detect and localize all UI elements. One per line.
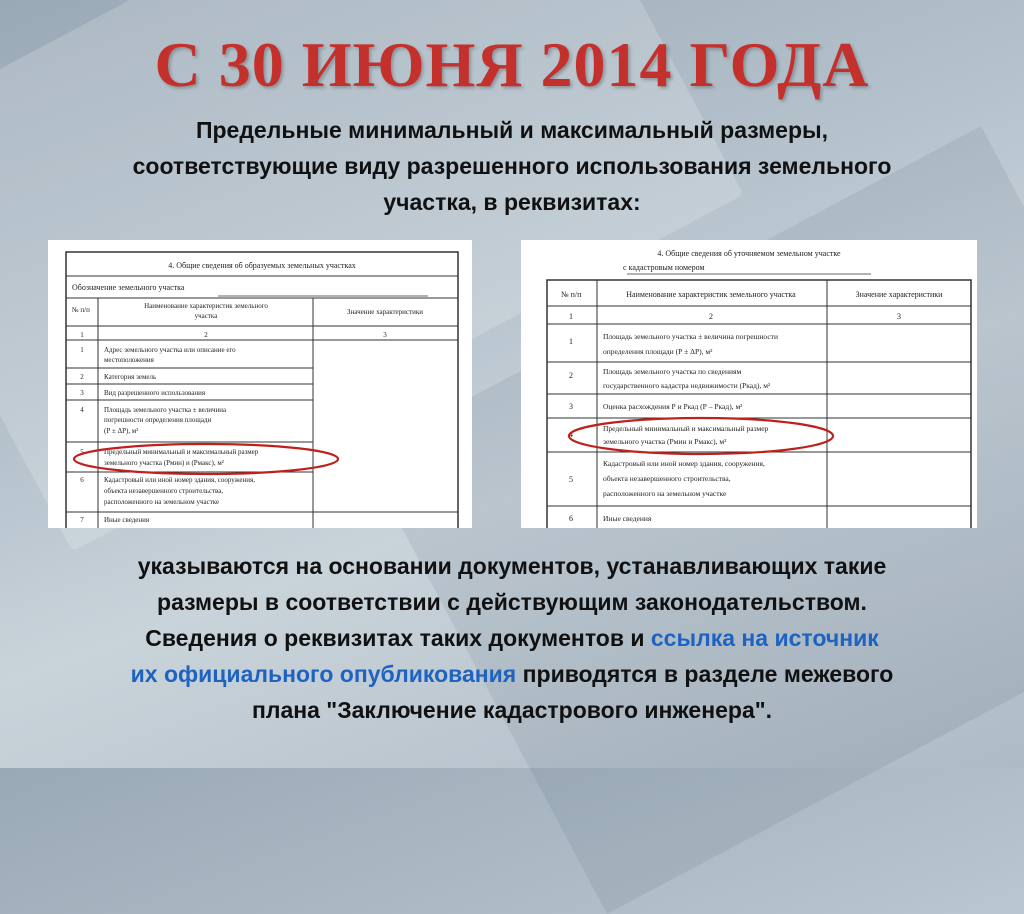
- left-form-index: 1: [80, 331, 84, 339]
- right-row-text: Оценка расхождения Р и Ркад (Р – Ркад), м²: [603, 402, 743, 411]
- right-row-text: Предельный минимальный и максимальный размер: [603, 424, 769, 433]
- body-line: размеры в соответствии с действующим законодательством.: [157, 589, 867, 615]
- left-row-num: 3: [80, 389, 84, 397]
- left-row-text: земельного участка (Рмин) и (Рмакс), м²: [104, 459, 224, 467]
- source-link[interactable]: ссылка на источник: [650, 625, 879, 651]
- right-row-text: государственного кадастра недвижимости (Ркад), м²: [603, 381, 771, 390]
- left-row-text: Адрес земельного участка или описание его: [104, 346, 236, 354]
- right-form-index: 2: [709, 312, 713, 321]
- right-row-num: 1: [569, 337, 573, 346]
- left-form-col-name: Наименование характеристик земельного: [144, 302, 268, 310]
- right-row-text: Площадь земельного участка по сведениям: [603, 367, 742, 376]
- intro-line: участка, в реквизитах:: [383, 189, 641, 215]
- left-row-text: местоположения: [104, 356, 154, 364]
- body-line: указываются на основании документов, устанавливающих такие: [137, 553, 887, 579]
- left-row-num: 4: [80, 406, 84, 414]
- left-row-text: расположенного на земельном участке: [104, 498, 220, 506]
- body-text-segment: Сведения о реквизитах таких документов и: [145, 625, 651, 651]
- body-line: [30, 656, 994, 692]
- right-row-num: 4: [569, 430, 573, 439]
- left-row-text: Площадь земельного участка ± величина: [104, 406, 227, 414]
- right-form-index: 1: [569, 312, 573, 321]
- left-row-text: Кадастровый или иной номер здания, сооружения,: [104, 476, 255, 484]
- source-link[interactable]: их официального опубликования: [130, 661, 517, 687]
- left-form-scan: [48, 240, 472, 528]
- right-row-num: 6: [569, 514, 573, 523]
- intro-line: Предельные минимальный и максимальный размеры,: [195, 117, 829, 143]
- right-form-scan: [521, 240, 977, 528]
- right-form-header: 4. Общие сведения об уточняемом земельном участке: [657, 249, 841, 258]
- slide-title: С 30 ИЮНЯ 2014 ГОДА: [154, 29, 870, 100]
- intro-text: [40, 112, 984, 220]
- left-row-num: 7: [80, 516, 84, 524]
- right-row-text: Кадастровый или иной номер здания, сооружения,: [603, 459, 765, 468]
- left-form-col-num: № п/п: [72, 306, 90, 314]
- right-row-text: земельного участка (Рмин и Рмакс), м²: [603, 437, 727, 446]
- body-line: [30, 620, 994, 656]
- left-row-num: 5: [80, 448, 84, 456]
- right-row-text: определения площади (Р ± ΔР), м²: [603, 347, 713, 356]
- intro-line: соответствующие виду разрешенного использования земельного: [132, 153, 892, 179]
- right-form-header: с кадастровым номером: [623, 263, 705, 272]
- right-form-col-name: Наименование характеристик земельного участка: [626, 290, 796, 299]
- left-row-num: 1: [80, 346, 84, 354]
- left-row-text: погрешности определения площади: [104, 416, 212, 424]
- body-text: [30, 548, 994, 728]
- left-row-text: объекта незавершенного строительства,: [104, 487, 224, 495]
- right-row-num: 5: [569, 475, 573, 484]
- right-row-text: расположенного на земельном участке: [603, 489, 727, 498]
- left-form-index: 2: [204, 331, 208, 339]
- left-form-col-name: участка: [194, 312, 218, 320]
- left-form-index: 3: [383, 331, 387, 339]
- right-form-col-value: Значение характеристики: [855, 290, 943, 299]
- right-form-col-num: № п/п: [561, 290, 582, 299]
- body-text-segment: приводятся в разделе межевого: [516, 661, 894, 687]
- left-row-text: Вид разрешенного использования: [104, 389, 206, 397]
- right-row-text: Площадь земельного участка ± величина погрешности: [603, 332, 778, 341]
- left-row-num: 2: [80, 373, 84, 381]
- left-row-num: 6: [80, 476, 84, 484]
- right-row-num: 3: [569, 402, 573, 411]
- body-line: плана "Заключение кадастрового инженера".: [251, 697, 773, 723]
- left-row-text: Иные сведения: [104, 516, 150, 524]
- right-form-index: 3: [897, 312, 901, 321]
- left-row-text: (Р ± ΔР), м²: [104, 427, 139, 435]
- left-form-header: 4. Общие сведения об образуемых земельных участках: [168, 261, 356, 270]
- left-row-text: Предельный минимальный и максимальный размер: [104, 448, 259, 456]
- left-form-col-value: Значение характеристики: [347, 308, 423, 316]
- left-row-text: Категория земель: [104, 373, 157, 381]
- left-form-designation: Обозначение земельного участка: [72, 283, 185, 292]
- right-row-text: Иные сведения: [603, 514, 652, 523]
- right-row-num: 2: [569, 371, 573, 380]
- right-row-text: объекта незавершенного строительства,: [603, 474, 731, 483]
